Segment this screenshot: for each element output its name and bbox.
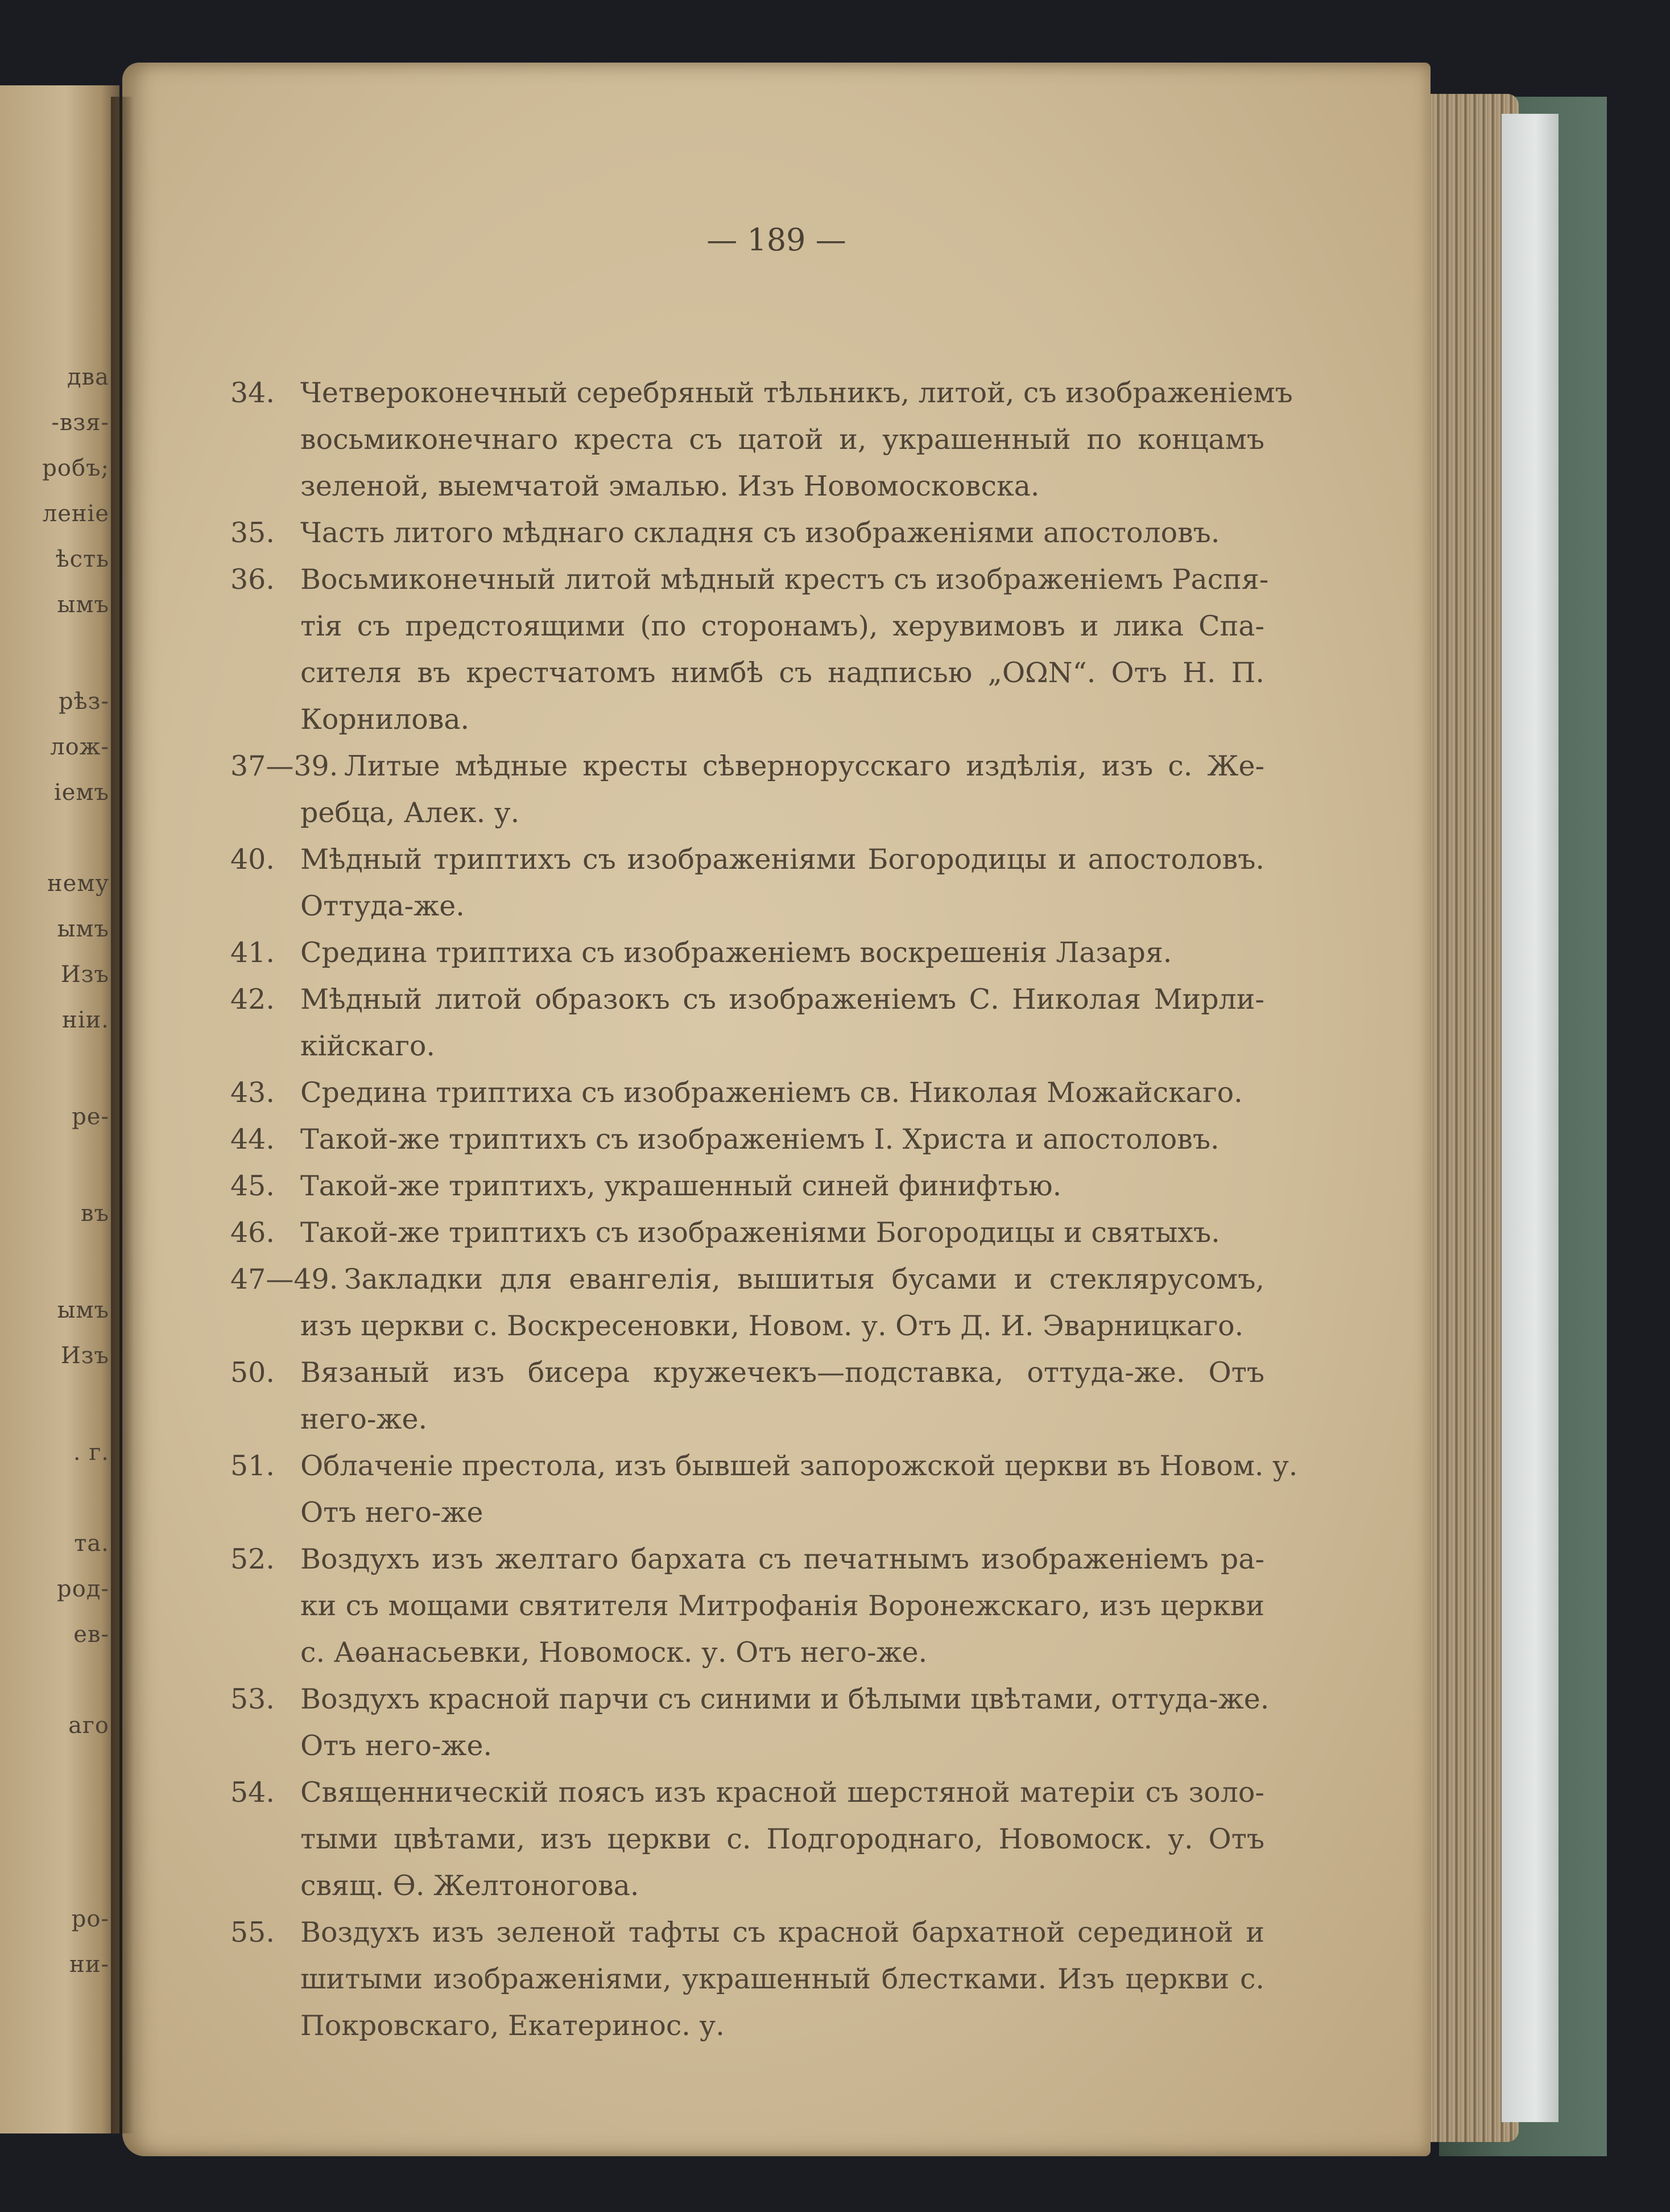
entry-text-line: Средина триптиха съ изображеніемъ св. Николая Можайскаго. xyxy=(300,1076,1243,1109)
entry-number: 55. xyxy=(230,1916,275,1949)
inserted-sheet xyxy=(1502,114,1559,2122)
left-page-fragment: два xyxy=(67,364,109,390)
left-page-fragment: рѣз- xyxy=(58,688,109,715)
catalog-entry xyxy=(122,1256,1431,1350)
entry-text-line: ребца, Алек. у. xyxy=(300,797,520,829)
entry-number: 51. xyxy=(230,1450,275,1482)
catalog-entry xyxy=(122,370,1431,510)
catalog-entry xyxy=(122,1676,1431,1769)
entry-text-line: Священническій поясъ изъ красной шерстяной матеріи съ золо- xyxy=(300,1776,1264,1809)
left-page-fragment: ымъ xyxy=(57,1297,109,1323)
entry-text-line: сителя въ крестчатомъ нимбѣ съ надписью „ΟΩΝ“. Отъ Н. П. xyxy=(300,657,1264,689)
entry-text-line: Восьмиконечный литой мѣдный крестъ съ изображеніемъ Распя- xyxy=(300,563,1269,596)
catalog-entry xyxy=(122,1536,1431,1676)
left-page xyxy=(0,85,119,2133)
entry-number: 43. xyxy=(230,1076,275,1109)
entry-text-line: Покровскаго, Екатеринос. у. xyxy=(300,2009,725,2042)
left-page-fragment: ев- xyxy=(73,1621,109,1648)
entry-text-line: восьмиконечнаго креста съ цатой и, украшенный по концамъ xyxy=(300,423,1264,456)
entry-text-line: Средина триптиха съ изображеніемъ воскрешенія Лазаря. xyxy=(300,936,1172,969)
catalog-entry xyxy=(122,743,1431,836)
left-page-fragment: Изъ xyxy=(60,961,109,988)
entry-number: 47—49. xyxy=(230,1263,338,1295)
entry-text-line: Отъ него-же xyxy=(300,1496,483,1529)
left-page-fragment: та. xyxy=(74,1530,109,1557)
left-page-fragment: робъ; xyxy=(42,455,109,481)
page-number: — 189 — xyxy=(706,222,846,258)
entry-number: 37—39. xyxy=(230,750,338,782)
catalog-entry xyxy=(122,510,1431,556)
catalog-entry xyxy=(122,556,1431,743)
entry-text-line: Литые мѣдные кресты сѣвернорусскаго издѣлія, изъ с. Же- xyxy=(344,750,1264,782)
book-gutter xyxy=(111,97,134,2133)
entry-text-line: свящ. Ѳ. Желтоногова. xyxy=(300,1870,639,1902)
entry-number: 54. xyxy=(230,1776,275,1809)
entry-text-line: Оттуда-же. xyxy=(300,890,465,922)
left-page-fragment: ни- xyxy=(69,1951,109,1978)
entry-text-line: тія съ предстоящими (по сторонамъ), херувимовъ и лика Спа- xyxy=(300,610,1264,642)
entry-text-line: тыми цвѣтами, изъ церкви с. Подгороднаго, Новомоск. у. Отъ xyxy=(300,1823,1264,1855)
entry-number: 44. xyxy=(230,1123,275,1155)
left-page-fragment: въ xyxy=(81,1200,109,1227)
book-spread xyxy=(0,63,1607,2156)
catalog-entry xyxy=(122,1210,1431,1256)
entry-text-line: Корнилова. xyxy=(300,703,470,736)
left-page-fragment: ре- xyxy=(72,1104,109,1130)
catalog-entry xyxy=(122,1116,1431,1163)
left-page-fragment: леніе xyxy=(42,501,109,527)
left-page-fragment: іемъ xyxy=(53,779,109,806)
left-page-fragment: Изъ xyxy=(60,1343,109,1369)
catalog-entry xyxy=(122,1163,1431,1210)
entry-number: 40. xyxy=(230,843,275,876)
entry-text-line: ки съ мощами святителя Митрофанія Воронежскаго, изъ церкви xyxy=(300,1590,1264,1622)
left-page-fragment: . г. xyxy=(73,1439,109,1466)
entry-number: 52. xyxy=(230,1543,275,1575)
catalog-entry xyxy=(122,1070,1431,1116)
left-page-fragment: нему xyxy=(47,870,109,897)
entry-number: 34. xyxy=(230,377,275,409)
catalog-entry xyxy=(122,1350,1431,1443)
entry-text-line: Отъ него-же. xyxy=(300,1730,493,1762)
entry-number: 50. xyxy=(230,1356,275,1389)
entry-number: 41. xyxy=(230,936,275,969)
catalog-entry xyxy=(122,1443,1431,1536)
entry-number: 53. xyxy=(230,1683,275,1715)
entry-text-line: изъ церкви с. Воскресеновки, Новом. у. Отъ Д. И. Эварницкаго. xyxy=(300,1310,1244,1342)
entry-text-line: Такой-же триптихъ съ изображеніями Богородицы и святыхъ. xyxy=(300,1216,1220,1249)
entry-text-line: Такой-же триптихъ съ изображеніемъ І. Христа и апостоловъ. xyxy=(300,1123,1220,1155)
entry-number: 42. xyxy=(230,983,275,1016)
left-page-fragment: лож- xyxy=(50,734,109,760)
left-page-fragment: род- xyxy=(57,1576,109,1602)
catalog-entry xyxy=(122,930,1431,976)
catalog-entry xyxy=(122,1909,1431,2049)
entry-text-line: кійскаго. xyxy=(300,1030,435,1062)
entry-text-line: Часть литого мѣднаго складня съ изображеніями апостоловъ. xyxy=(300,517,1220,549)
left-page-fragment: аго xyxy=(68,1712,109,1739)
entry-text-line: Вязаный изъ бисера кружечекъ—подставка, оттуда-же. Отъ xyxy=(300,1356,1264,1389)
entry-text-line: с. Аѳанасьевки, Новомоск. у. Отъ него-же. xyxy=(300,1636,928,1669)
entry-text-line: Такой-же триптихъ, украшенный синей финифтью. xyxy=(300,1170,1062,1202)
entry-text-line: Мѣдный литой образокъ съ изображеніемъ С. Николая Мирли- xyxy=(300,983,1264,1016)
entry-text-line: Воздухъ изъ зеленой тафты съ красной бархатной серединой и xyxy=(300,1916,1264,1949)
entry-text-line: него-же. xyxy=(300,1403,428,1435)
entry-number: 45. xyxy=(230,1170,275,1202)
left-page-fragment: ымъ xyxy=(57,592,109,618)
entry-text-line: Облаченіе престола, изъ бывшей запорожской церкви въ Новом. у. xyxy=(300,1450,1298,1482)
left-page-fragment: ніи. xyxy=(62,1007,109,1033)
entry-text-line: Воздухъ красной парчи съ синими и бѣлыми цвѣтами, оттуда-же. xyxy=(300,1683,1270,1715)
entry-text-line: Мѣдный триптихъ съ изображеніями Богородицы и апостоловъ. xyxy=(300,843,1264,876)
catalog-entry xyxy=(122,976,1431,1070)
right-page xyxy=(122,63,1431,2156)
left-page-fragment: -взя- xyxy=(51,410,109,436)
entry-text-line: Закладки для евангелія, вышитыя бусами и стеклярусомъ, xyxy=(344,1263,1264,1295)
entry-text-line: шитыми изображеніями, украшенный блестками. Изъ церкви с. xyxy=(300,1963,1264,1995)
entry-number: 36. xyxy=(230,563,275,596)
catalog-entry xyxy=(122,1769,1431,1909)
entry-number: 46. xyxy=(230,1216,275,1249)
entry-text-line: зеленой, выемчатой эмалью. Изъ Новомосковска. xyxy=(300,470,1040,502)
entry-text-line: Воздухъ изъ желтаго бархата съ печатнымъ изображеніемъ ра- xyxy=(300,1543,1264,1575)
left-page-fragment: ѣсть xyxy=(55,546,109,572)
catalog-entry xyxy=(122,836,1431,930)
left-page-fragment: ро- xyxy=(71,1906,109,1932)
entry-text-line: Четвероконечный серебряный тѣльникъ, литой, съ изображеніемъ xyxy=(300,377,1293,409)
left-page-fragment: ымъ xyxy=(57,916,109,942)
entry-number: 35. xyxy=(230,517,275,549)
